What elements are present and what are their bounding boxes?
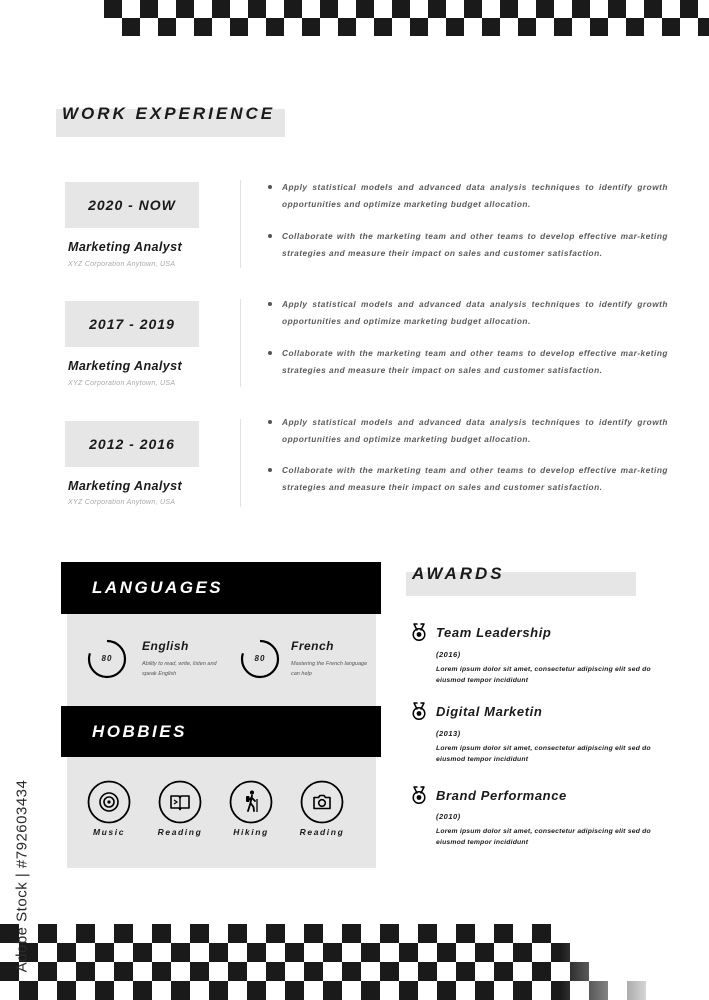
experience-date-badge: 2020 - NOW xyxy=(65,182,199,228)
bullet-dot xyxy=(268,351,272,355)
medal-icon xyxy=(408,785,430,805)
award-title: Digital Marketin xyxy=(436,704,543,719)
checker-pattern-top xyxy=(104,0,709,36)
hobbies-title: HOBBIES xyxy=(61,706,381,757)
awards-title: AWARDS xyxy=(412,564,505,583)
award-year: (2016) xyxy=(436,650,461,659)
checker-fade xyxy=(560,924,709,1000)
experience-bullet: Apply statistical models and advanced data analysis techniques to identify growth opportunities and optimize marketing budget allocation. xyxy=(282,182,668,209)
stock-id-text: Adobe Stock | #792603434 xyxy=(13,779,31,973)
languages-title: LANGUAGES xyxy=(61,562,381,614)
language-name: English xyxy=(142,639,189,653)
bullet-dot xyxy=(268,234,272,238)
award-description: Lorem ipsum dolor sit amet, consectetur adipiscing elit sed do eiusmod tempor incididunt xyxy=(436,745,651,763)
experience-bullet: Collaborate with the marketing team and other teams to develop effective mar-keting strategies and measure their impact on sales and customer satisfaction. xyxy=(282,465,668,492)
award-description: Lorem ipsum dolor sit amet, consectetur adipiscing elit sed do eiusmod tempor incididunt xyxy=(436,828,651,846)
award-description: Lorem ipsum dolor sit amet, consectetur adipiscing elit sed do eiusmod tempor incididunt xyxy=(436,666,651,684)
experience-company: XYZ Corporation Anytown, USA xyxy=(68,499,176,506)
stock-id-label xyxy=(8,760,36,992)
award-title: Brand Performance xyxy=(436,788,567,803)
camera-icon xyxy=(300,780,344,824)
hobby-label: Hiking xyxy=(233,827,269,837)
language-name: French xyxy=(291,639,335,653)
language-description: Ability to read, write, listen and speak English xyxy=(142,661,217,677)
english-level-label: 80 xyxy=(101,654,113,663)
experience-role: Marketing Analyst xyxy=(68,240,183,254)
french-level-label: 80 xyxy=(254,654,266,663)
experience-bullet: Apply statistical models and advanced data analysis techniques to identify growth opportunities and optimize marketing budget allocation. xyxy=(282,299,668,326)
hiker-icon xyxy=(229,780,273,824)
vinyl-disc-icon xyxy=(87,780,131,824)
hobby-label: Reading xyxy=(299,827,345,837)
bullet-dot xyxy=(268,185,272,189)
hobby-label: Reading xyxy=(157,827,203,837)
experience-divider xyxy=(240,419,241,507)
bullet-dot xyxy=(268,302,272,306)
experience-divider xyxy=(240,299,241,387)
experience-bullet: Collaborate with the marketing team and other teams to develop effective mar-keting strategies and measure their impact on sales and customer satisfaction. xyxy=(282,231,668,258)
experience-divider xyxy=(240,180,241,268)
open-book-icon xyxy=(158,780,202,824)
award-year: (2013) xyxy=(436,729,461,738)
award-year: (2010) xyxy=(436,812,461,821)
language-description: Mastering the French language can help xyxy=(291,661,368,677)
bullet-dot xyxy=(268,420,272,424)
experience-role: Marketing Analyst xyxy=(68,479,183,493)
work-experience-title: WORK EXPERIENCE xyxy=(62,104,276,123)
medal-icon xyxy=(408,701,430,721)
hobby-label: Music xyxy=(92,827,126,837)
experience-bullet: Collaborate with the marketing team and other teams to develop effective mar-keting strategies and measure their impact on sales and customer satisfaction. xyxy=(282,348,668,375)
experience-company: XYZ Corporation Anytown, USA xyxy=(68,261,176,268)
experience-bullet: Apply statistical models and advanced data analysis techniques to identify growth opportunities and optimize marketing budget allocation. xyxy=(282,417,668,444)
experience-date-badge: 2012 - 2016 xyxy=(65,421,199,467)
experience-role: Marketing Analyst xyxy=(68,359,183,373)
medal-icon xyxy=(408,622,430,642)
award-title: Team Leadership xyxy=(436,625,552,640)
experience-company: XYZ Corporation Anytown, USA xyxy=(68,380,176,387)
experience-date-badge: 2017 - 2019 xyxy=(65,301,199,347)
bullet-dot xyxy=(268,468,272,472)
